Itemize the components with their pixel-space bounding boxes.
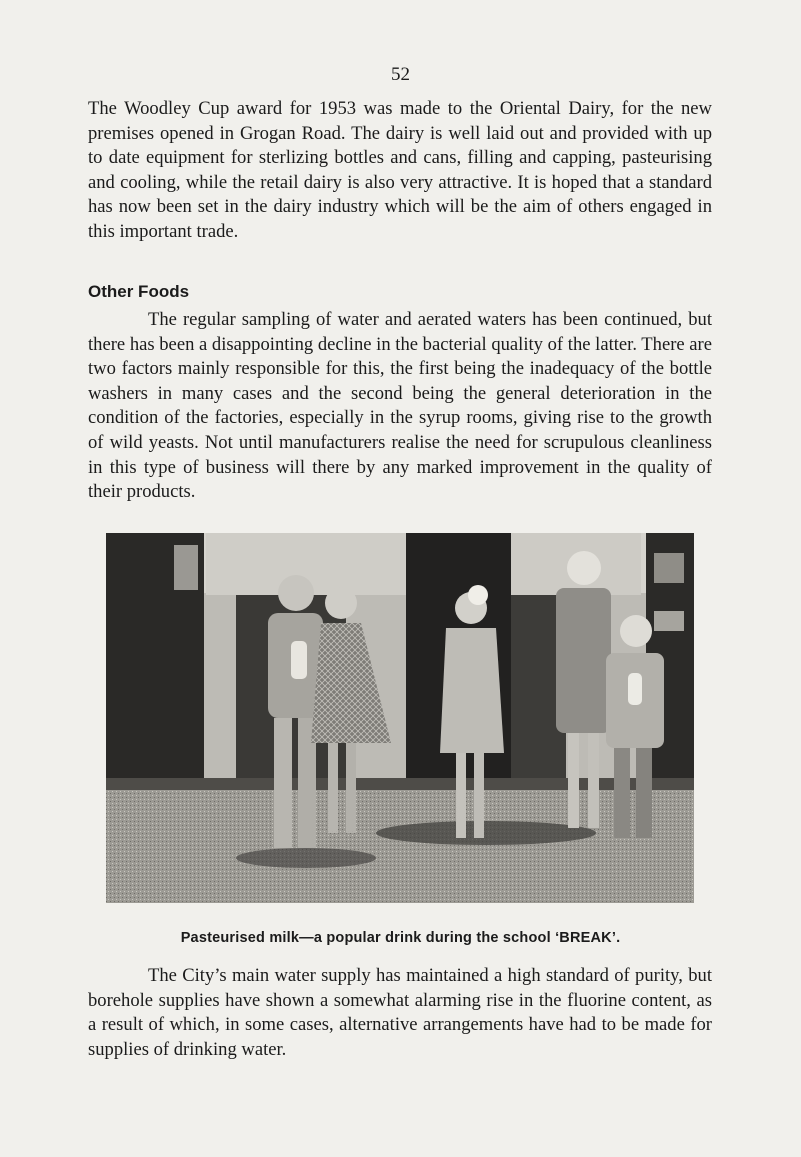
paragraph-water-supply: The City’s main water supply has maintained a high standard of purity, but borehole supplies have shown a somewhat alarming rise in the fluorine content, as a result of which, in some cases, alternative arrangements have had to be made for supplies of drinking water.: [88, 965, 712, 1060]
page-number: 52: [391, 64, 410, 85]
photo-illustration: [106, 533, 694, 903]
photo-caption: Pasteurised milk—a popular drink during the school ‘BREAK’.: [180, 930, 621, 946]
paragraph-dairy-award: The Woodley Cup award for 1953 was made to the Oriental Dairy, for the new premises opened in Grogan Road. The dairy is well laid out and provided with up to date equipment for sterlizing bottles and cans, filling and capping, pasteurising and cooling, while the retail dairy is also very attractive. It is hoped that a standard has now been set in the dairy industry which will be the aim of others engaged in this important trade.: [88, 98, 712, 242]
paragraph-other-foods: The regular sampling of water and aerated waters has been continued, but there has been a disappointing decline in the bacterial quality of the latter. There are two factors mainly responsible for this, the first being the inadequacy of the bottle washers in many cases and the second being the general deterioration in the condition of the factories, especially in the syrup rooms, giving rise to the growth of wild yeasts. Not until manufacturers realise the need for scrupulous cleanliness in this type of business will there by any marked improvement in the quality of their products.: [88, 309, 712, 503]
photo-children-drinking-milk: [106, 533, 694, 903]
section-heading-other-foods: Other Foods: [88, 282, 190, 301]
